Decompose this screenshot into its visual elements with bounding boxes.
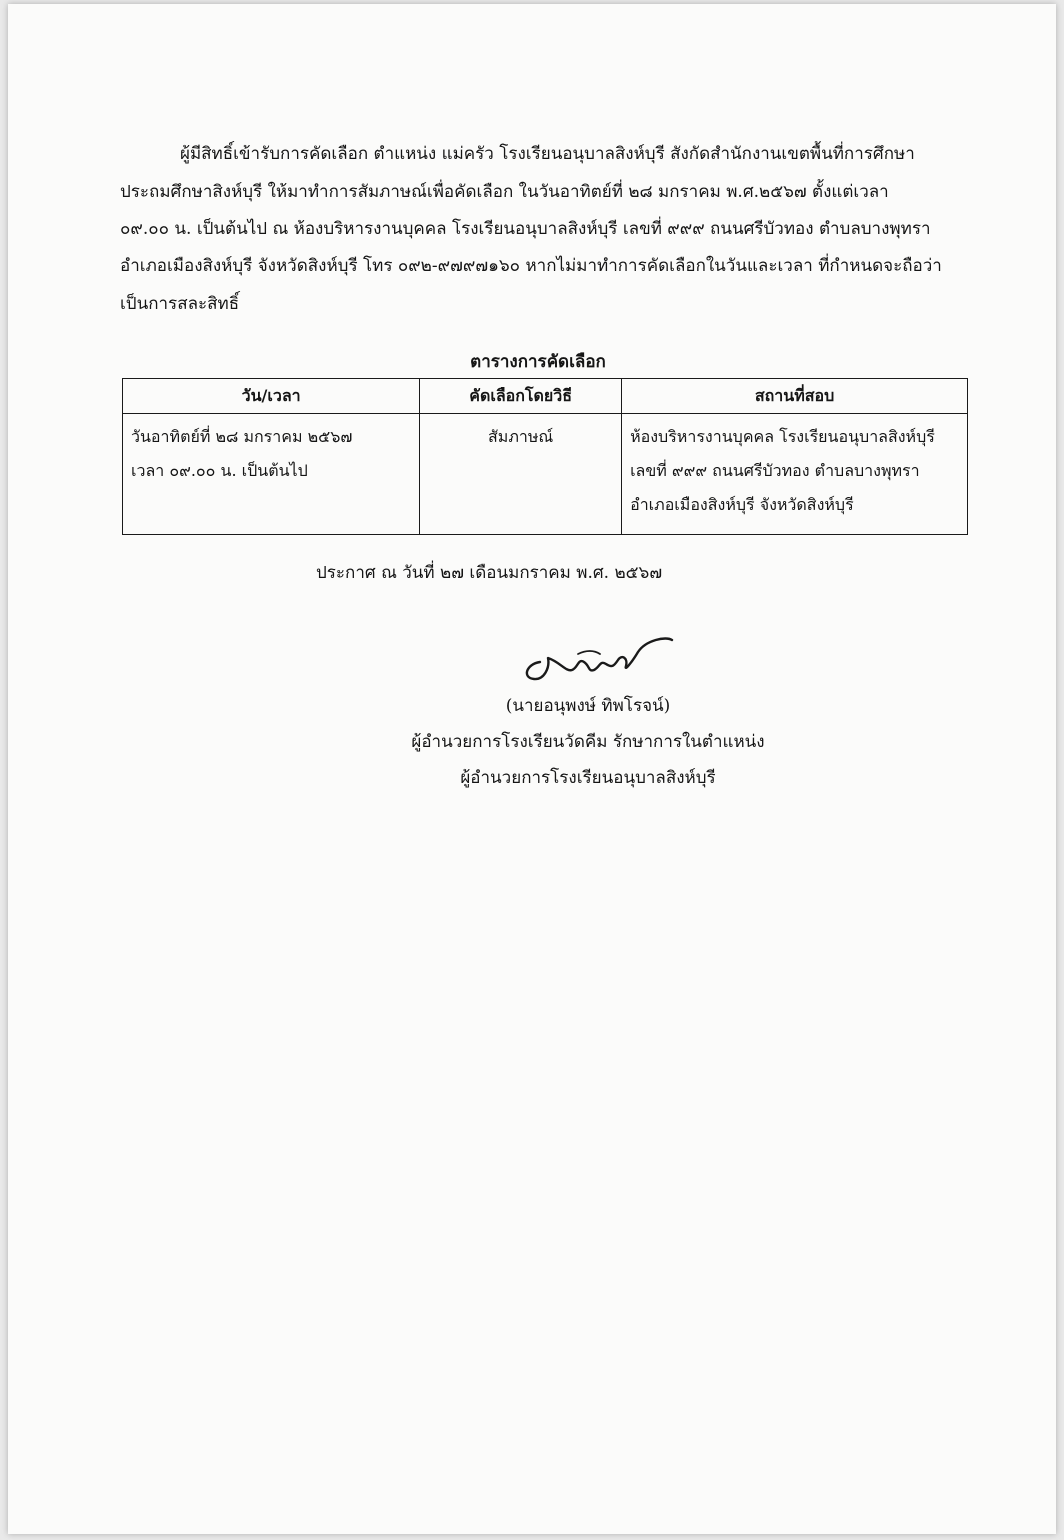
cell-location bbox=[622, 414, 968, 535]
datetime-line-time: เวลา ๐๙.๐๐ น. เป็นต้นไป bbox=[131, 461, 308, 480]
header-location: สถานที่สอบ bbox=[622, 379, 968, 414]
announcement-date: ประกาศ ณ วันที่ ๒๗ เดือนมกราคม พ.ศ. ๒๕๖๗ bbox=[316, 563, 663, 583]
signer-name: (นายอนุพงษ์ ทิพโรจน์) bbox=[505, 696, 671, 716]
location-line: เลขที่ ๙๙๙ ถนนศรีบัวทอง ตำบลบางพุทรา bbox=[630, 461, 920, 480]
paragraph-line: ๐๙.๐๐ น. เป็นต้นไป ณ ห้องบริหารงานบุคคล โรงเรียนอนุบาลสิงห์บุรี เลขที่ ๙๙๙ ถนนศรีบัวทอง ตำบลบางพุทรา bbox=[120, 219, 931, 239]
location-line: อำเภอเมืองสิงห์บุรี จังหวัดสิงห์บุรี bbox=[630, 495, 854, 514]
table-header-row bbox=[123, 379, 968, 414]
paragraph-line: ผู้มีสิทธิ์เข้ารับการคัดเลือก ตำแหน่ง แม่ครัว โรงเรียนอนุบาลสิงห์บุรี สังกัดสำนักงานเขตพื้นที่การศึกษา bbox=[180, 144, 915, 164]
cell-method bbox=[420, 414, 622, 535]
cell-datetime bbox=[123, 414, 420, 535]
datetime-line-date: วันอาทิตย์ที่ ๒๘ มกราคม ๒๕๖๗ bbox=[131, 427, 353, 446]
signer-position: ผู้อำนวยการโรงเรียนวัดคีม รักษาการในตำแหน่ง bbox=[411, 732, 765, 752]
header-method: คัดเลือกโดยวิธี bbox=[420, 379, 622, 414]
location-line: ห้องบริหารงานบุคคล โรงเรียนอนุบาลสิงห์บุรี bbox=[630, 427, 935, 446]
method-text: สัมภาษณ์ bbox=[488, 427, 554, 446]
selection-schedule-table bbox=[122, 378, 968, 535]
handwritten-signature bbox=[520, 632, 676, 684]
paragraph-line: ประถมศึกษาสิงห์บุรี ให้มาทำการสัมภาษณ์เพื่อคัดเลือก ในวันอาทิตย์ที่ ๒๘ มกราคม พ.ศ.๒๕๖๗ ตั้งแต่เวลา bbox=[120, 182, 889, 202]
document-page bbox=[8, 4, 1056, 1534]
table-row bbox=[123, 414, 968, 535]
paragraph-line: เป็นการสละสิทธิ์ bbox=[120, 294, 240, 314]
document-body bbox=[8, 4, 1056, 1534]
header-datetime: วัน/เวลา bbox=[123, 379, 420, 414]
paragraph-line: อำเภอเมืองสิงห์บุรี จังหวัดสิงห์บุรี โทร ๐๙๒-๙๗๙๗๑๖๐ หากไม่มาทำการคัดเลือกในวันและเวลา ที่กำหนดจะถือว่า bbox=[120, 256, 942, 276]
signer-position: ผู้อำนวยการโรงเรียนอนุบาลสิงห์บุรี bbox=[460, 768, 716, 788]
table-title: ตารางการคัดเลือก bbox=[470, 352, 606, 372]
